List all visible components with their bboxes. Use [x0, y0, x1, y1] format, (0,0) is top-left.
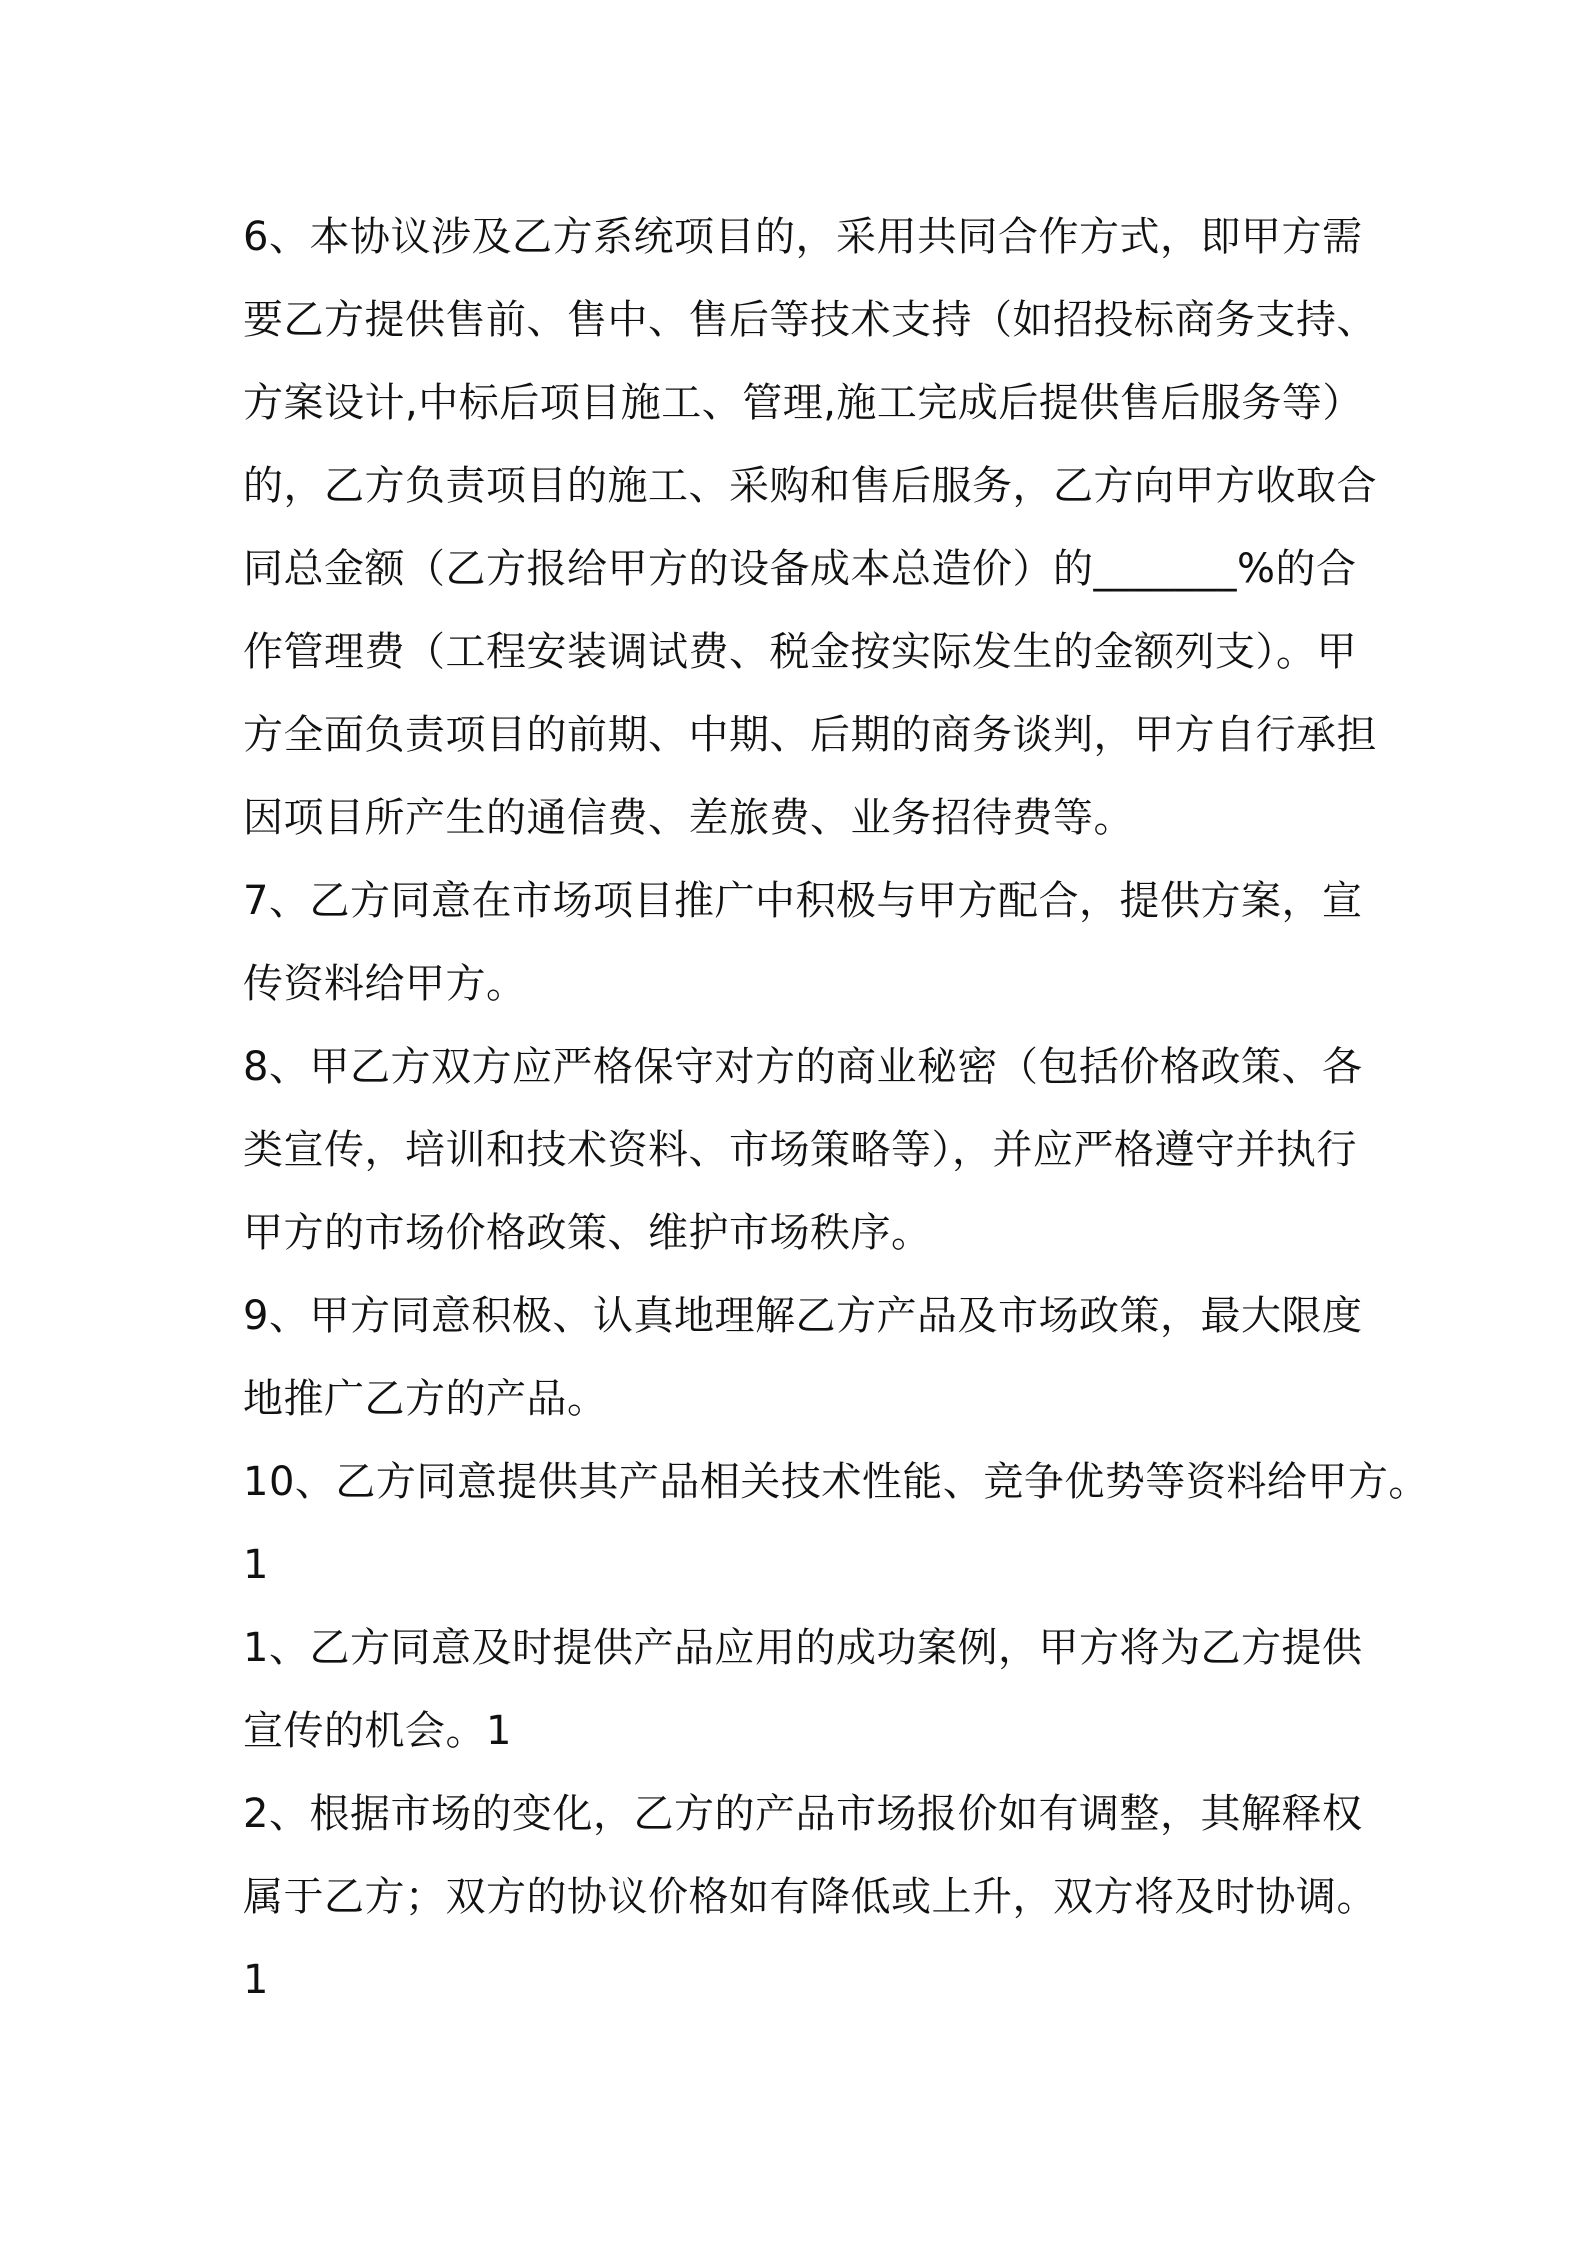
- text-line: 要乙方提供售前、售中、售后等技术支持（如招投标商务支持、: [243, 297, 1377, 343]
- text-line: 因项目所产生的通信费、差旅费、业务招待费等。: [243, 795, 1134, 841]
- document-body: [243, 196, 1429, 2022]
- text-line: 甲方的市场价格政策、维护市场秩序。: [243, 1210, 932, 1256]
- clause-12: [243, 1773, 1377, 1939]
- clause-10: [243, 1441, 1429, 1524]
- text-line: 7、乙方同意在市场项目推广中积极与甲方配合，提供方案，宣: [243, 878, 1363, 924]
- text-line: 8、甲乙方双方应严格保守对方的商业秘密（包括价格政策、各: [243, 1044, 1363, 1090]
- text-line: 1: [243, 1542, 269, 1588]
- page-number-fragment: [243, 1939, 1353, 2022]
- text-line: 作管理费（工程安装调试费、税金按实际发生的金额列支）。甲: [243, 629, 1357, 675]
- text-line: 方案设计,中标后项目施工、管理,施工完成后提供售后服务等）: [243, 380, 1363, 426]
- text-line: 6、本协议涉及乙方系统项目的，采用共同合作方式，即甲方需: [243, 214, 1363, 260]
- clause-6: [243, 196, 1377, 860]
- text-line: 属于乙方；双方的协议价格如有降低或上升，双方将及时协调。: [243, 1874, 1377, 1920]
- text-line: 地推广乙方的产品。: [243, 1376, 608, 1422]
- text-line: 同总金额（乙方报给甲方的设备成本总造价）的_______%的合: [243, 546, 1357, 592]
- page-number-fragment: [243, 1524, 1353, 1607]
- clause-9: [243, 1275, 1363, 1441]
- clause-8: [243, 1026, 1363, 1275]
- text-line: 10、乙方同意提供其产品相关技术性能、竞争优势等资料给甲方。: [243, 1459, 1429, 1505]
- text-line: 传资料给甲方。: [243, 961, 527, 1007]
- text-line: 宣传的机会。1: [243, 1708, 512, 1754]
- text-line: 1、乙方同意及时提供产品应用的成功案例，甲方将为乙方提供: [243, 1625, 1363, 1671]
- text-line: 的，乙方负责项目的施工、采购和售后服务，乙方向甲方收取合: [243, 463, 1377, 509]
- text-line: 类宣传，培训和技术资料、市场策略等），并应严格遵守并执行: [243, 1127, 1357, 1173]
- text-line: 2、根据市场的变化，乙方的产品市场报价如有调整，其解释权: [243, 1791, 1363, 1837]
- text-line: 9、甲方同意积极、认真地理解乙方产品及市场政策，最大限度: [243, 1293, 1363, 1339]
- clause-7: [243, 860, 1363, 1026]
- text-line: 方全面负责项目的前期、中期、后期的商务谈判，甲方自行承担: [243, 712, 1377, 758]
- text-line: 1: [243, 1957, 269, 2003]
- clause-11: [243, 1607, 1363, 1773]
